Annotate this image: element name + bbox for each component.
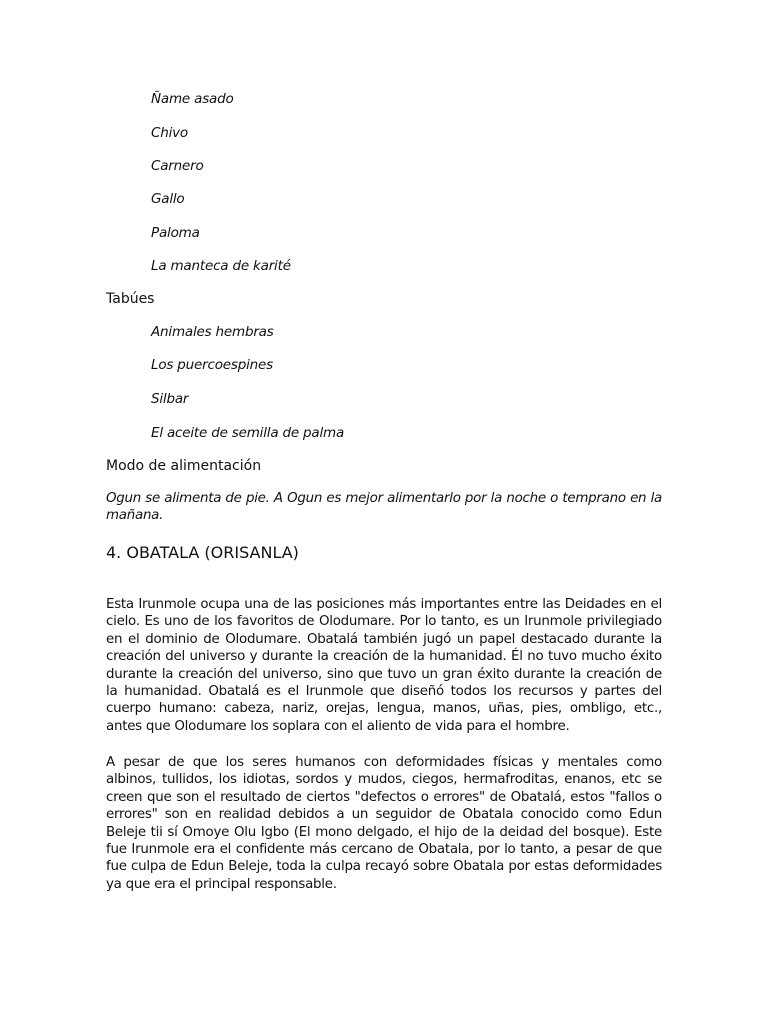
offering-item: Carnero <box>151 158 204 174</box>
offering-item: Gallo <box>151 191 185 207</box>
section-title: 4. OBATALA (ORISANLA) <box>106 543 299 562</box>
feeding-paragraph: Ogun se alimenta de pie. A Ogun es mejor alimentarlo por la noche o temprano en la mañana. <box>106 491 662 524</box>
taboos-heading: Tabúes <box>106 291 155 307</box>
taboo-item: Animales hembras <box>151 324 274 340</box>
body-paragraph: Esta Irunmole ocupa una de las posiciones más importantes entre las Deidades en el cielo. Es uno de los favoritos de Olodumare. Por lo tanto, es un Irunmole privilegiado en el dominio de Olodumare. Obatalá también jugó un papel destacado durante la creación del universo y durante la creación de la humanidad. Él no tuvo mucho éxito durante la creación del universo, sino que tuvo un gran éxito durante la creación de la humanidad. Obatalá es el Irunmole que diseñó todos los recursos y partes del cuerpo humano: cabeza, nariz, orejas, lengua, manos, uñas, pies, ombligo, etc., antes que Olodumare los soplara con el aliento de vida para el hombre. <box>106 597 662 734</box>
offering-item: Ñame asado <box>151 91 234 107</box>
offering-item: Chivo <box>151 125 188 141</box>
offering-item: La manteca de karité <box>151 258 291 274</box>
feeding-heading: Modo de alimentación <box>106 458 262 474</box>
offering-item: Paloma <box>151 225 200 241</box>
body-paragraph: A pesar de que los seres humanos con deformidades físicas y mentales como albinos, tullidos, los idiotas, sordos y mudos, ciegos, hermafroditas, enanos, etc se creen que son el resultado de ciertos "defectos o errores" de Obatalá, estos "fallos o errores" son en realidad debidos a un seguidor de Obatala conocido como Edun Beleje tii sí Omoye Olu Igbo (El mono delgado, el hijo de la deidad del bosque). Este fue Irunmole era el confidente más cercano de Obatala, por lo tanto, a pesar de que fue culpa de Edun Beleje, toda la culpa recayó sobre Obatala por estas deformidades ya que era el principal responsable. <box>106 755 662 892</box>
taboo-item: El aceite de semilla de palma <box>151 425 345 441</box>
taboo-item: Silbar <box>151 391 189 407</box>
taboo-item: Los puercoespines <box>151 357 273 373</box>
